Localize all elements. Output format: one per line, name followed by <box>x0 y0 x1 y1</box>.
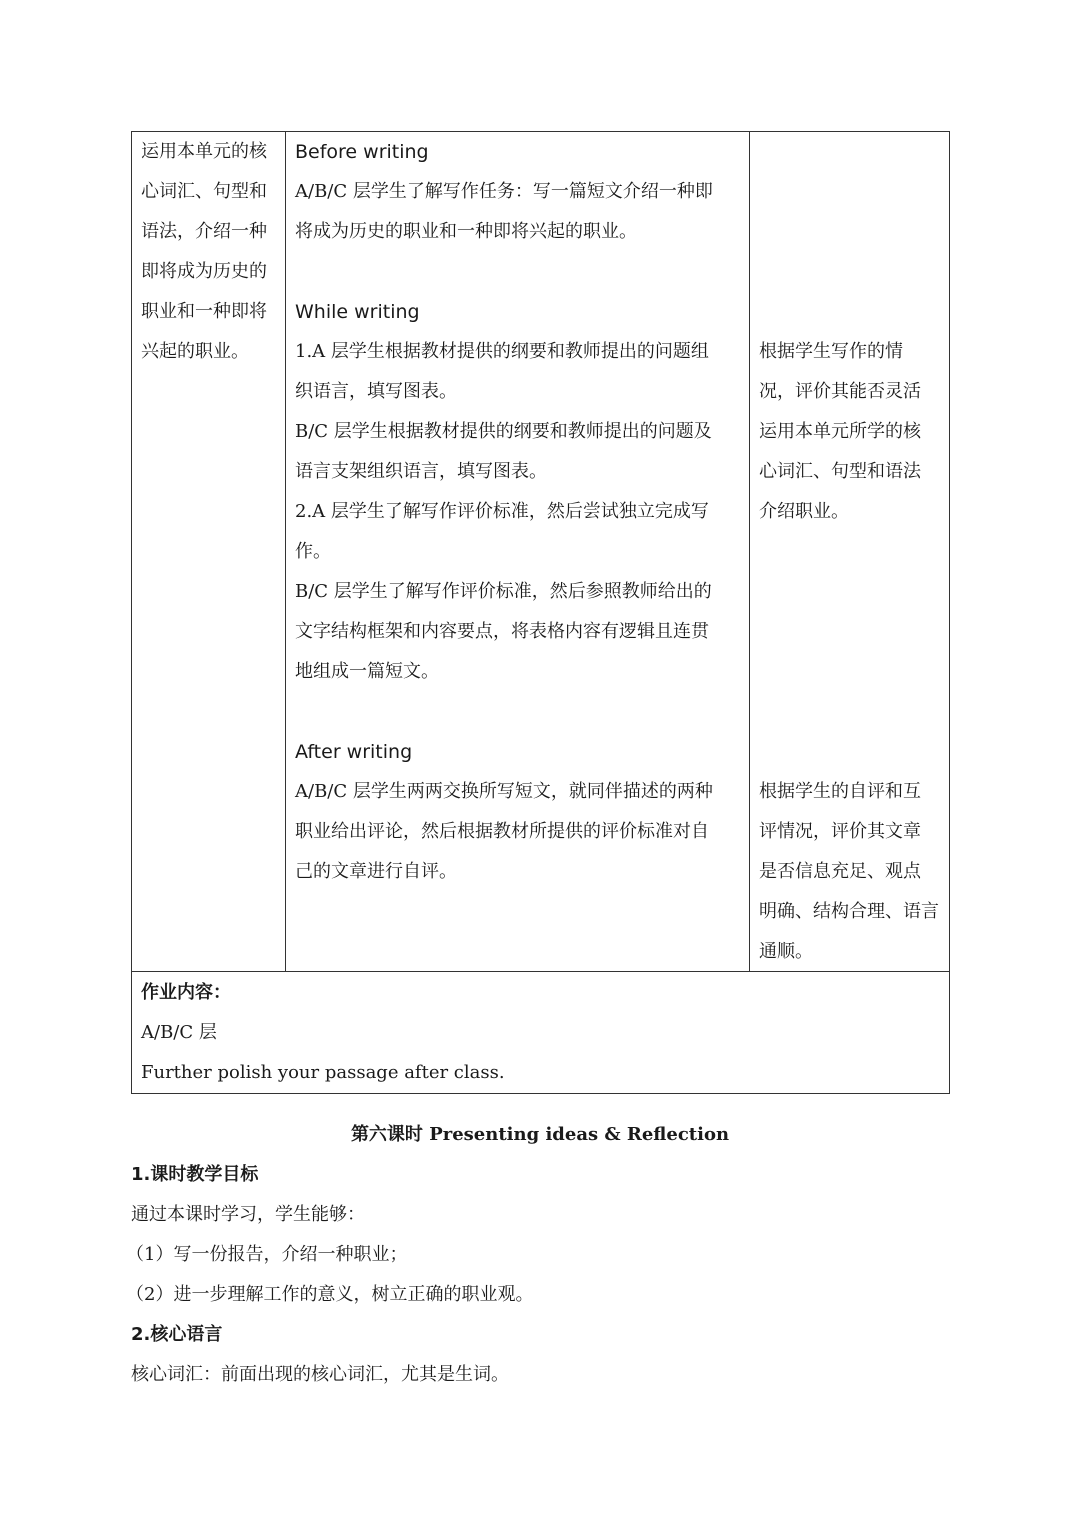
section1-heading: 1.课时教学目标 <box>131 1164 259 1185</box>
activity-line: 作。 <box>295 541 331 562</box>
section1-item: （2）进一步理解工作的意义，树立正确的职业观。 <box>126 1284 534 1305</box>
assessment-line: 根据学生的自评和互 <box>759 781 921 802</box>
homework-level: A/B/C 层 <box>141 1022 217 1043</box>
objective-line: 语法，介绍一种 <box>141 221 267 242</box>
activity-line: 将成为历史的职业和一种即将兴起的职业。 <box>295 221 637 242</box>
activity-line: A/B/C 层学生两两交换所写短文，就同伴描述的两种 <box>295 781 713 802</box>
table-divider-2 <box>749 131 750 972</box>
assessment-line: 况，评价其能否灵活 <box>759 381 921 402</box>
homework-label: 作业内容： <box>141 982 231 1003</box>
table-border-mid <box>131 971 950 972</box>
table-border-right <box>949 131 950 1094</box>
assessment-line: 心词汇、句型和语法 <box>759 461 921 482</box>
activity-line: A/B/C 层学生了解写作任务：写一篇短文介绍一种即 <box>295 181 713 202</box>
table-border-bottom <box>131 1093 950 1094</box>
activity-line: 语言支架组织语言，填写图表。 <box>295 461 547 482</box>
while-writing-heading: While writing <box>295 301 420 323</box>
objective-line: 兴起的职业。 <box>141 341 249 362</box>
table-divider-1 <box>285 131 286 972</box>
section2-text: 核心词汇：前面出现的核心词汇，尤其是生词。 <box>131 1364 509 1385</box>
activity-line: 地组成一篇短文。 <box>295 661 439 682</box>
activity-line: 文字结构框架和内容要点，将表格内容有逻辑且连贯 <box>295 621 709 642</box>
table-border-left <box>131 131 132 1094</box>
activity-line: 1.A 层学生根据教材提供的纲要和教师提出的问题组 <box>295 341 709 362</box>
objective-line: 职业和一种即将 <box>141 301 267 322</box>
activity-line: B/C 层学生根据教材提供的纲要和教师提出的问题及 <box>295 421 712 442</box>
assessment-line: 通顺。 <box>759 941 813 962</box>
homework-task: Further polish your passage after class. <box>141 1062 505 1083</box>
table-border-top <box>131 131 950 132</box>
activity-line: 职业给出评论，然后根据教材所提供的评价标准对自 <box>295 821 709 842</box>
assessment-line: 根据学生写作的情 <box>759 341 903 362</box>
assessment-line: 介绍职业。 <box>759 501 849 522</box>
assessment-line: 明确、结构合理、语言 <box>759 901 939 922</box>
activity-line: 织语言，填写图表。 <box>295 381 457 402</box>
objective-line: 即将成为历史的 <box>141 261 267 282</box>
section1-intro: 通过本课时学习，学生能够： <box>131 1204 365 1225</box>
assessment-line: 评情况，评价其文章 <box>759 821 921 842</box>
activity-line: B/C 层学生了解写作评价标准，然后参照教师给出的 <box>295 581 712 602</box>
before-writing-heading: Before writing <box>295 141 429 163</box>
section1-item: （1）写一份报告，介绍一种职业； <box>126 1244 408 1265</box>
after-writing-heading: After writing <box>295 741 413 763</box>
objective-line: 心词汇、句型和 <box>141 181 267 202</box>
activity-line: 己的文章进行自评。 <box>295 861 457 882</box>
assessment-line: 是否信息充足、观点 <box>759 861 921 882</box>
assessment-line: 运用本单元所学的核 <box>759 421 921 442</box>
lesson-title: 第六课时 Presenting ideas & Reflection <box>350 1124 730 1145</box>
activity-line: 2.A 层学生了解写作评价标准，然后尝试独立完成写 <box>295 501 709 522</box>
section2-heading: 2.核心语言 <box>131 1324 223 1345</box>
objective-line: 运用本单元的核 <box>141 141 267 162</box>
